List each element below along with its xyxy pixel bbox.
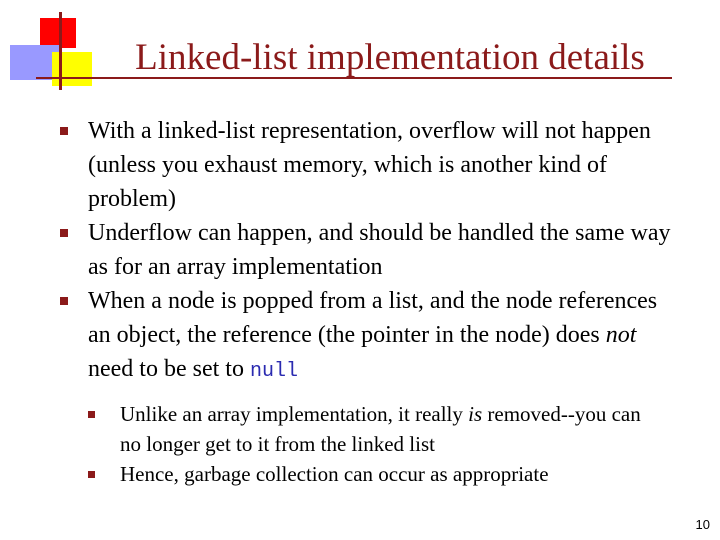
sub-bullet-emphasis: is (468, 402, 483, 426)
bullet-item (60, 114, 678, 216)
bullet-item (60, 216, 678, 284)
bullet-text-start: When a node is popped from a list, and the node references an object, the reference (the pointer in the node) does (88, 288, 658, 348)
bullet-text: With a linked-list representation, overflow will not happen (unless you exhaust memory, which is another kind of problem) (88, 118, 651, 212)
sub-bullet-text: Hence, garbage collection can occur as appropriate (120, 462, 549, 486)
bullet-list (60, 114, 700, 489)
sub-bullet-text-end: removed--you can no longer get to it from the linked list (120, 402, 641, 456)
sub-bullet-list (88, 399, 678, 489)
bullet-square-icon (60, 127, 68, 135)
code-null: null (249, 360, 298, 383)
bullet-text-middle: need to be set to (88, 356, 250, 382)
slide-title: Linked-list implementation details (135, 37, 645, 78)
sub-bullet-square-icon (88, 411, 95, 418)
sub-bullet-item (88, 399, 650, 459)
sub-bullet-item (88, 459, 650, 489)
sub-bullet-text-start: Unlike an array implementation, it really (120, 402, 469, 426)
bullet-text: Underflow can happen, and should be handled the same way as for an array implementation (88, 220, 671, 280)
sub-bullet-square-icon (88, 471, 95, 478)
bullet-emphasis: not (605, 322, 637, 348)
bullet-square-icon (60, 297, 68, 305)
bullet-square-icon (60, 229, 68, 237)
page-number: 10 (695, 517, 710, 532)
bullet-item (60, 284, 678, 489)
